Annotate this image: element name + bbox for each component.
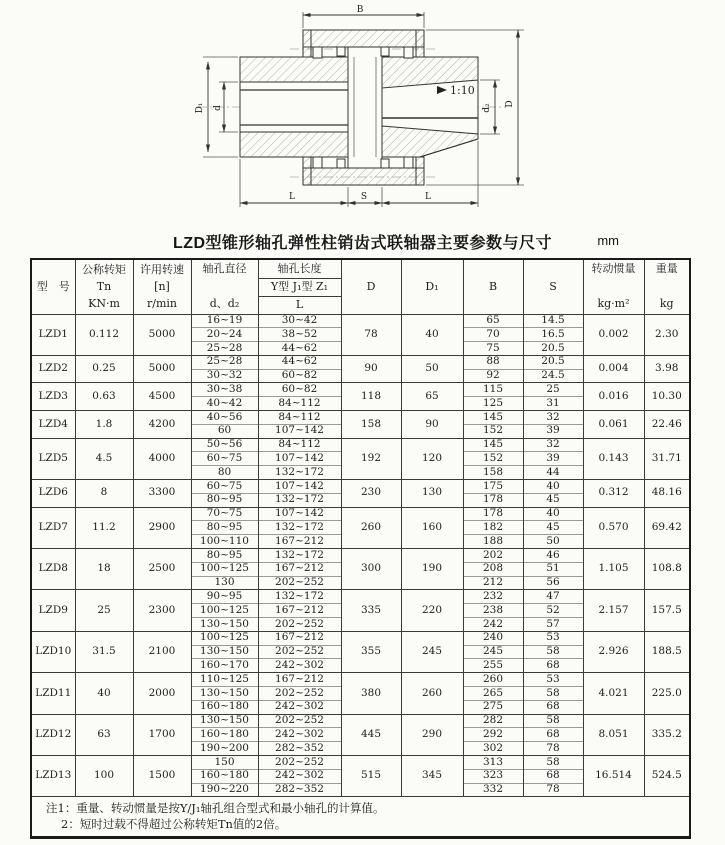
dim-label-d1: D₁: [195, 102, 205, 114]
pin-column: [348, 47, 382, 168]
table-row: [31, 631, 690, 645]
header-torque-line: Tn: [96, 280, 112, 294]
cell-B: 245: [463, 645, 523, 659]
cell-inertia: 0.570: [583, 507, 644, 548]
cell-B: 313: [463, 756, 523, 770]
cell-D1: 220: [401, 590, 463, 631]
cell-B: 65: [463, 314, 523, 328]
cell-S: 31: [523, 397, 583, 411]
cell-B: 188: [463, 535, 523, 549]
notes-cell: [31, 797, 690, 838]
cell-bore-length: 107~142: [258, 480, 341, 494]
cell-D1: 245: [401, 631, 463, 672]
cell-bore-length: 60~82: [258, 383, 341, 397]
spec-table-body: [31, 314, 690, 797]
cell-B: 145: [463, 438, 523, 452]
cell-torque: 100: [75, 756, 133, 797]
header-S: S: [523, 259, 583, 314]
cell-bore-diameter: 130~150: [191, 645, 258, 659]
cell-B: 282: [463, 714, 523, 728]
header-torque-line: 公称转矩: [82, 263, 126, 277]
cell-bore-diameter: 160~180: [191, 700, 258, 714]
cell-weight: 2.30: [644, 314, 690, 355]
cell-inertia: 0.002: [583, 314, 644, 355]
cell-model: LZD10: [31, 631, 75, 672]
cell-B: 145: [463, 411, 523, 425]
cell-weight: 31.71: [644, 438, 690, 479]
cell-bore-diameter: 160~180: [191, 728, 258, 742]
cell-bore-length: 167~212: [258, 673, 341, 687]
cell-S: 40: [523, 507, 583, 521]
cell-D: 515: [341, 756, 401, 797]
cell-inertia: 4.021: [583, 673, 644, 714]
table-row: [31, 756, 690, 770]
table-row: [31, 314, 690, 328]
header-torque-line: KN·m: [88, 297, 120, 311]
cell-inertia: 8.051: [583, 714, 644, 755]
cell-S: 53: [523, 631, 583, 645]
cell-bore-length: 242~302: [258, 659, 341, 673]
cell-speed: 3300: [133, 480, 191, 508]
cell-weight: 335.2: [644, 714, 690, 755]
cell-model: LZD6: [31, 480, 75, 508]
cell-D: 90: [341, 355, 401, 383]
cell-S: 78: [523, 783, 583, 797]
cell-model: LZD4: [31, 411, 75, 439]
cell-weight: 188.5: [644, 631, 690, 672]
cell-bore-length: 30~42: [258, 314, 341, 328]
cell-model: LZD2: [31, 355, 75, 383]
cell-bore-diameter: 130~150: [191, 714, 258, 728]
cell-torque: 40: [75, 673, 133, 714]
cell-bore-length: 132~172: [258, 521, 341, 535]
cell-D: 118: [341, 383, 401, 411]
cell-D: 260: [341, 507, 401, 548]
cell-S: 53: [523, 673, 583, 687]
cell-speed: 4200: [133, 411, 191, 439]
cell-model: LZD9: [31, 590, 75, 631]
cell-bore-diameter: 100~125: [191, 631, 258, 645]
cell-bore-diameter: 50~56: [191, 438, 258, 452]
cell-model: LZD11: [31, 673, 75, 714]
cell-speed: 2500: [133, 549, 191, 590]
cell-bore-diameter: 25~28: [191, 342, 258, 356]
cell-S: 44: [523, 466, 583, 480]
cell-B: 232: [463, 590, 523, 604]
cell-B: 178: [463, 493, 523, 507]
spec-table: [30, 258, 691, 839]
cell-speed: 5000: [133, 355, 191, 383]
cell-weight: 524.5: [644, 756, 690, 797]
cell-S: 68: [523, 700, 583, 714]
cell-torque: 18: [75, 549, 133, 590]
coupling-section-drawing: [0, 0, 725, 228]
header-speed: [133, 259, 191, 314]
cell-D1: 65: [401, 383, 463, 411]
cell-S: 20.5: [523, 342, 583, 356]
header-bore-diameter-symbols: d、d₂: [209, 296, 240, 310]
cell-S: 20.5: [523, 355, 583, 369]
header-bore-length-L: L: [258, 296, 341, 314]
page-title: LZD型锥形轴孔弹性柱销齿式联轴器主要参数与尺寸: [172, 235, 553, 252]
cell-speed: 2300: [133, 590, 191, 631]
cell-speed: 5000: [133, 314, 191, 355]
cell-B: 275: [463, 700, 523, 714]
cell-bore-diameter: 16~19: [191, 314, 258, 328]
cell-bore-length: 107~142: [258, 424, 341, 438]
cell-D1: 345: [401, 756, 463, 797]
cell-bore-length: 84~112: [258, 411, 341, 425]
cell-S: 39: [523, 452, 583, 466]
cell-bore-length: 84~112: [258, 397, 341, 411]
cell-bore-diameter: 40~56: [191, 411, 258, 425]
note-line-2: 2：短时过载不得超过公称转矩Tn值的2倍。: [61, 817, 287, 832]
cell-B: 70: [463, 328, 523, 342]
cell-B: 152: [463, 424, 523, 438]
cell-bore-length: 282~352: [258, 783, 341, 797]
cell-B: 115: [463, 383, 523, 397]
cell-model: LZD5: [31, 438, 75, 479]
cell-bore-length: 132~172: [258, 493, 341, 507]
cell-weight: 3.98: [644, 355, 690, 383]
cell-B: 238: [463, 604, 523, 618]
cell-weight: 10.30: [644, 383, 690, 411]
table-row: [31, 411, 690, 425]
header-bore-length-types: Y型 J₁型 Z₁: [258, 278, 341, 296]
cell-torque: 8: [75, 480, 133, 508]
table-row: [31, 590, 690, 604]
header-B: B: [463, 259, 523, 314]
cell-S: 68: [523, 728, 583, 742]
cell-bore-diameter: 160~170: [191, 659, 258, 673]
cell-speed: 1500: [133, 756, 191, 797]
cell-bore-diameter: 100~110: [191, 535, 258, 549]
unit-label: mm: [597, 233, 619, 248]
table-row: [31, 355, 690, 369]
cell-B: 175: [463, 480, 523, 494]
cell-S: 58: [523, 756, 583, 770]
cell-B: 323: [463, 769, 523, 783]
cell-B: 208: [463, 562, 523, 576]
cell-D1: 50: [401, 355, 463, 383]
cell-B: 158: [463, 466, 523, 480]
cell-bore-length: 282~352: [258, 742, 341, 756]
cell-S: 16.5: [523, 328, 583, 342]
cell-inertia: 0.143: [583, 438, 644, 479]
header-weight: [644, 259, 690, 314]
cell-bore-diameter: 40~42: [191, 397, 258, 411]
cell-model: LZD12: [31, 714, 75, 755]
cell-S: 46: [523, 549, 583, 563]
cell-B: 125: [463, 397, 523, 411]
dim-label-b: B: [356, 5, 364, 15]
header-D: D: [341, 259, 401, 314]
cell-inertia: 2.926: [583, 631, 644, 672]
cell-torque: 0.112: [75, 314, 133, 355]
cell-bore-diameter: 70~75: [191, 507, 258, 521]
cell-S: 56: [523, 576, 583, 590]
cell-inertia: 0.061: [583, 411, 644, 439]
cell-bore-diameter: 160~180: [191, 769, 258, 783]
header-torque: [75, 259, 133, 314]
cell-bore-length: 202~252: [258, 618, 341, 632]
cell-B: 178: [463, 507, 523, 521]
cell-torque: 0.63: [75, 383, 133, 411]
taper-label: 1:10: [450, 84, 475, 97]
cell-weight: 69.42: [644, 507, 690, 548]
cell-bore-length: 202~252: [258, 687, 341, 701]
cell-B: 292: [463, 728, 523, 742]
cell-D: 300: [341, 549, 401, 590]
cell-bore-length: 132~172: [258, 549, 341, 563]
cell-inertia: 16.514: [583, 756, 644, 797]
cell-bore-diameter: 110~125: [191, 673, 258, 687]
cell-weight: 22.46: [644, 411, 690, 439]
table-row: [31, 383, 690, 397]
header-speed-line: r/min: [147, 297, 177, 311]
cell-B: 255: [463, 659, 523, 673]
cell-D1: 260: [401, 673, 463, 714]
cell-D: 78: [341, 314, 401, 355]
cell-S: 25: [523, 383, 583, 397]
table-row: [31, 507, 690, 521]
cell-bore-length: 167~212: [258, 562, 341, 576]
cell-bore-length: 60~82: [258, 369, 341, 383]
cell-D1: 190: [401, 549, 463, 590]
cell-weight: 225.0: [644, 673, 690, 714]
cell-inertia: 0.312: [583, 480, 644, 508]
cell-B: 265: [463, 687, 523, 701]
cell-bore-length: 132~172: [258, 466, 341, 480]
cell-bore-diameter: 90~95: [191, 590, 258, 604]
table-row: [31, 549, 690, 563]
cell-S: 45: [523, 521, 583, 535]
left-hub: [240, 57, 348, 157]
table-row: [31, 480, 690, 494]
cell-D: 445: [341, 714, 401, 755]
cell-B: 88: [463, 355, 523, 369]
header-speed-line: 许用转速: [140, 263, 184, 277]
cell-bore-length: 167~212: [258, 604, 341, 618]
cell-S: 39: [523, 424, 583, 438]
cell-D1: 160: [401, 507, 463, 548]
cell-S: 78: [523, 742, 583, 756]
cell-S: 50: [523, 535, 583, 549]
cell-D1: 130: [401, 480, 463, 508]
title-row: [0, 230, 725, 254]
cell-model: LZD7: [31, 507, 75, 548]
cell-S: 14.5: [523, 314, 583, 328]
header-inertia: [583, 259, 644, 314]
cell-bore-length: 132~172: [258, 590, 341, 604]
table-row: [31, 673, 690, 687]
cell-speed: 1700: [133, 714, 191, 755]
cell-model: LZD8: [31, 549, 75, 590]
cell-S: 47: [523, 590, 583, 604]
cell-speed: 2000: [133, 673, 191, 714]
cell-S: 68: [523, 659, 583, 673]
header-weight-unit: kg: [659, 296, 674, 310]
cell-speed: 4500: [133, 383, 191, 411]
cell-D1: 290: [401, 714, 463, 755]
cell-torque: 4.5: [75, 438, 133, 479]
cell-bore-length: 84~112: [258, 438, 341, 452]
cell-bore-diameter: 30~32: [191, 369, 258, 383]
cell-torque: 25: [75, 590, 133, 631]
cell-S: 57: [523, 618, 583, 632]
cell-D: 192: [341, 438, 401, 479]
right-hub: [382, 57, 478, 157]
cell-B: 260: [463, 673, 523, 687]
cell-D: 380: [341, 673, 401, 714]
cell-bore-length: 44~62: [258, 342, 341, 356]
cell-B: 212: [463, 576, 523, 590]
cell-model: LZD13: [31, 756, 75, 797]
cell-bore-length: 167~212: [258, 535, 341, 549]
dim-label-d-outer: D: [505, 100, 515, 108]
cell-bore-length: 242~302: [258, 728, 341, 742]
dim-label-l-right: L: [425, 192, 431, 202]
cell-S: 24.5: [523, 369, 583, 383]
cell-bore-diameter: 100~125: [191, 562, 258, 576]
cell-bore-length: 38~52: [258, 328, 341, 342]
cell-bore-length: 107~142: [258, 507, 341, 521]
cell-D1: 40: [401, 314, 463, 355]
cell-bore-length: 44~62: [258, 355, 341, 369]
cell-B: 302: [463, 742, 523, 756]
cell-bore-diameter: 80~95: [191, 549, 258, 563]
cell-D: 335: [341, 590, 401, 631]
cell-bore-diameter: 60: [191, 424, 258, 438]
cell-model: LZD3: [31, 383, 75, 411]
header-model: 型 号: [31, 259, 75, 314]
header-speed-line: [n]: [154, 280, 170, 294]
header-D1: D₁: [401, 259, 463, 314]
header-bore-diameter-title: 轴孔直径: [202, 262, 247, 276]
cell-bore-diameter: 25~28: [191, 355, 258, 369]
cell-bore-diameter: 60~75: [191, 480, 258, 494]
cell-model: LZD1: [31, 314, 75, 355]
dim-label-d2: d₂: [482, 103, 492, 113]
cell-speed: 4000: [133, 438, 191, 479]
cell-S: 40: [523, 480, 583, 494]
cell-B: 92: [463, 369, 523, 383]
cell-D1: 90: [401, 411, 463, 439]
cell-bore-length: 242~302: [258, 700, 341, 714]
cell-bore-diameter: 80: [191, 466, 258, 480]
cell-weight: 157.5: [644, 590, 690, 631]
cell-S: 51: [523, 562, 583, 576]
cell-torque: 31.5: [75, 631, 133, 672]
cell-B: 202: [463, 549, 523, 563]
cell-B: 332: [463, 783, 523, 797]
cell-B: 242: [463, 618, 523, 632]
cell-bore-length: 242~302: [258, 769, 341, 783]
spec-table-header: [31, 259, 690, 314]
cell-bore-diameter: 130~150: [191, 618, 258, 632]
cell-D: 158: [341, 411, 401, 439]
header-inertia-unit: kg·m²: [597, 296, 630, 310]
cell-weight: 48.16: [644, 480, 690, 508]
cell-bore-diameter: 130: [191, 576, 258, 590]
cell-speed: 2900: [133, 507, 191, 548]
header-weight-title: 重量: [655, 262, 678, 276]
cell-bore-diameter: 130~150: [191, 687, 258, 701]
cell-S: 58: [523, 687, 583, 701]
cell-D: 355: [341, 631, 401, 672]
cell-S: 32: [523, 411, 583, 425]
cell-bore-diameter: 190~200: [191, 742, 258, 756]
cell-S: 45: [523, 493, 583, 507]
cell-B: 240: [463, 631, 523, 645]
cell-bore-length: 202~252: [258, 714, 341, 728]
spec-table-notes: [31, 797, 690, 838]
cell-bore-diameter: 30~38: [191, 383, 258, 397]
cell-bore-diameter: 100~125: [191, 604, 258, 618]
cell-D: 230: [341, 480, 401, 508]
cell-bore-diameter: 80~95: [191, 521, 258, 535]
cell-bore-diameter: 150: [191, 756, 258, 770]
cell-bore-length: 167~212: [258, 631, 341, 645]
cell-S: 52: [523, 604, 583, 618]
cell-torque: 11.2: [75, 507, 133, 548]
cell-bore-diameter: 60~75: [191, 452, 258, 466]
cell-inertia: 0.004: [583, 355, 644, 383]
dim-label-s: S: [360, 192, 368, 202]
header-bore-diameter: [191, 259, 258, 314]
table-row: [31, 438, 690, 452]
dim-label-l-left: L: [289, 192, 295, 202]
table-row: [31, 714, 690, 728]
cell-bore-length: 202~252: [258, 756, 341, 770]
cell-bore-diameter: 20~24: [191, 328, 258, 342]
dim-label-d-bore: d: [213, 105, 223, 111]
cell-bore-length: 202~252: [258, 645, 341, 659]
cell-S: 68: [523, 769, 583, 783]
cell-S: 32: [523, 438, 583, 452]
cell-speed: 2100: [133, 631, 191, 672]
cell-torque: 1.8: [75, 411, 133, 439]
cell-bore-diameter: 80~95: [191, 493, 258, 507]
cell-torque: 63: [75, 714, 133, 755]
cell-S: 58: [523, 714, 583, 728]
header-bore-length: 轴孔长度: [258, 259, 341, 278]
cell-D1: 120: [401, 438, 463, 479]
cell-B: 152: [463, 452, 523, 466]
header-inertia-title: 转动惯量: [591, 262, 636, 276]
cell-B: 75: [463, 342, 523, 356]
cell-inertia: 1.105: [583, 549, 644, 590]
cell-bore-length: 202~252: [258, 576, 341, 590]
cell-bore-length: 107~142: [258, 452, 341, 466]
note-line-1: 注1：重量、转动惯量是按Y/J₁轴孔组合型式和最小轴孔的计算值。: [46, 801, 385, 816]
cell-S: 58: [523, 645, 583, 659]
cell-inertia: 0.016: [583, 383, 644, 411]
cell-inertia: 2.157: [583, 590, 644, 631]
cell-weight: 108.8: [644, 549, 690, 590]
cell-bore-diameter: 190~220: [191, 783, 258, 797]
cell-B: 182: [463, 521, 523, 535]
cell-torque: 0.25: [75, 355, 133, 383]
